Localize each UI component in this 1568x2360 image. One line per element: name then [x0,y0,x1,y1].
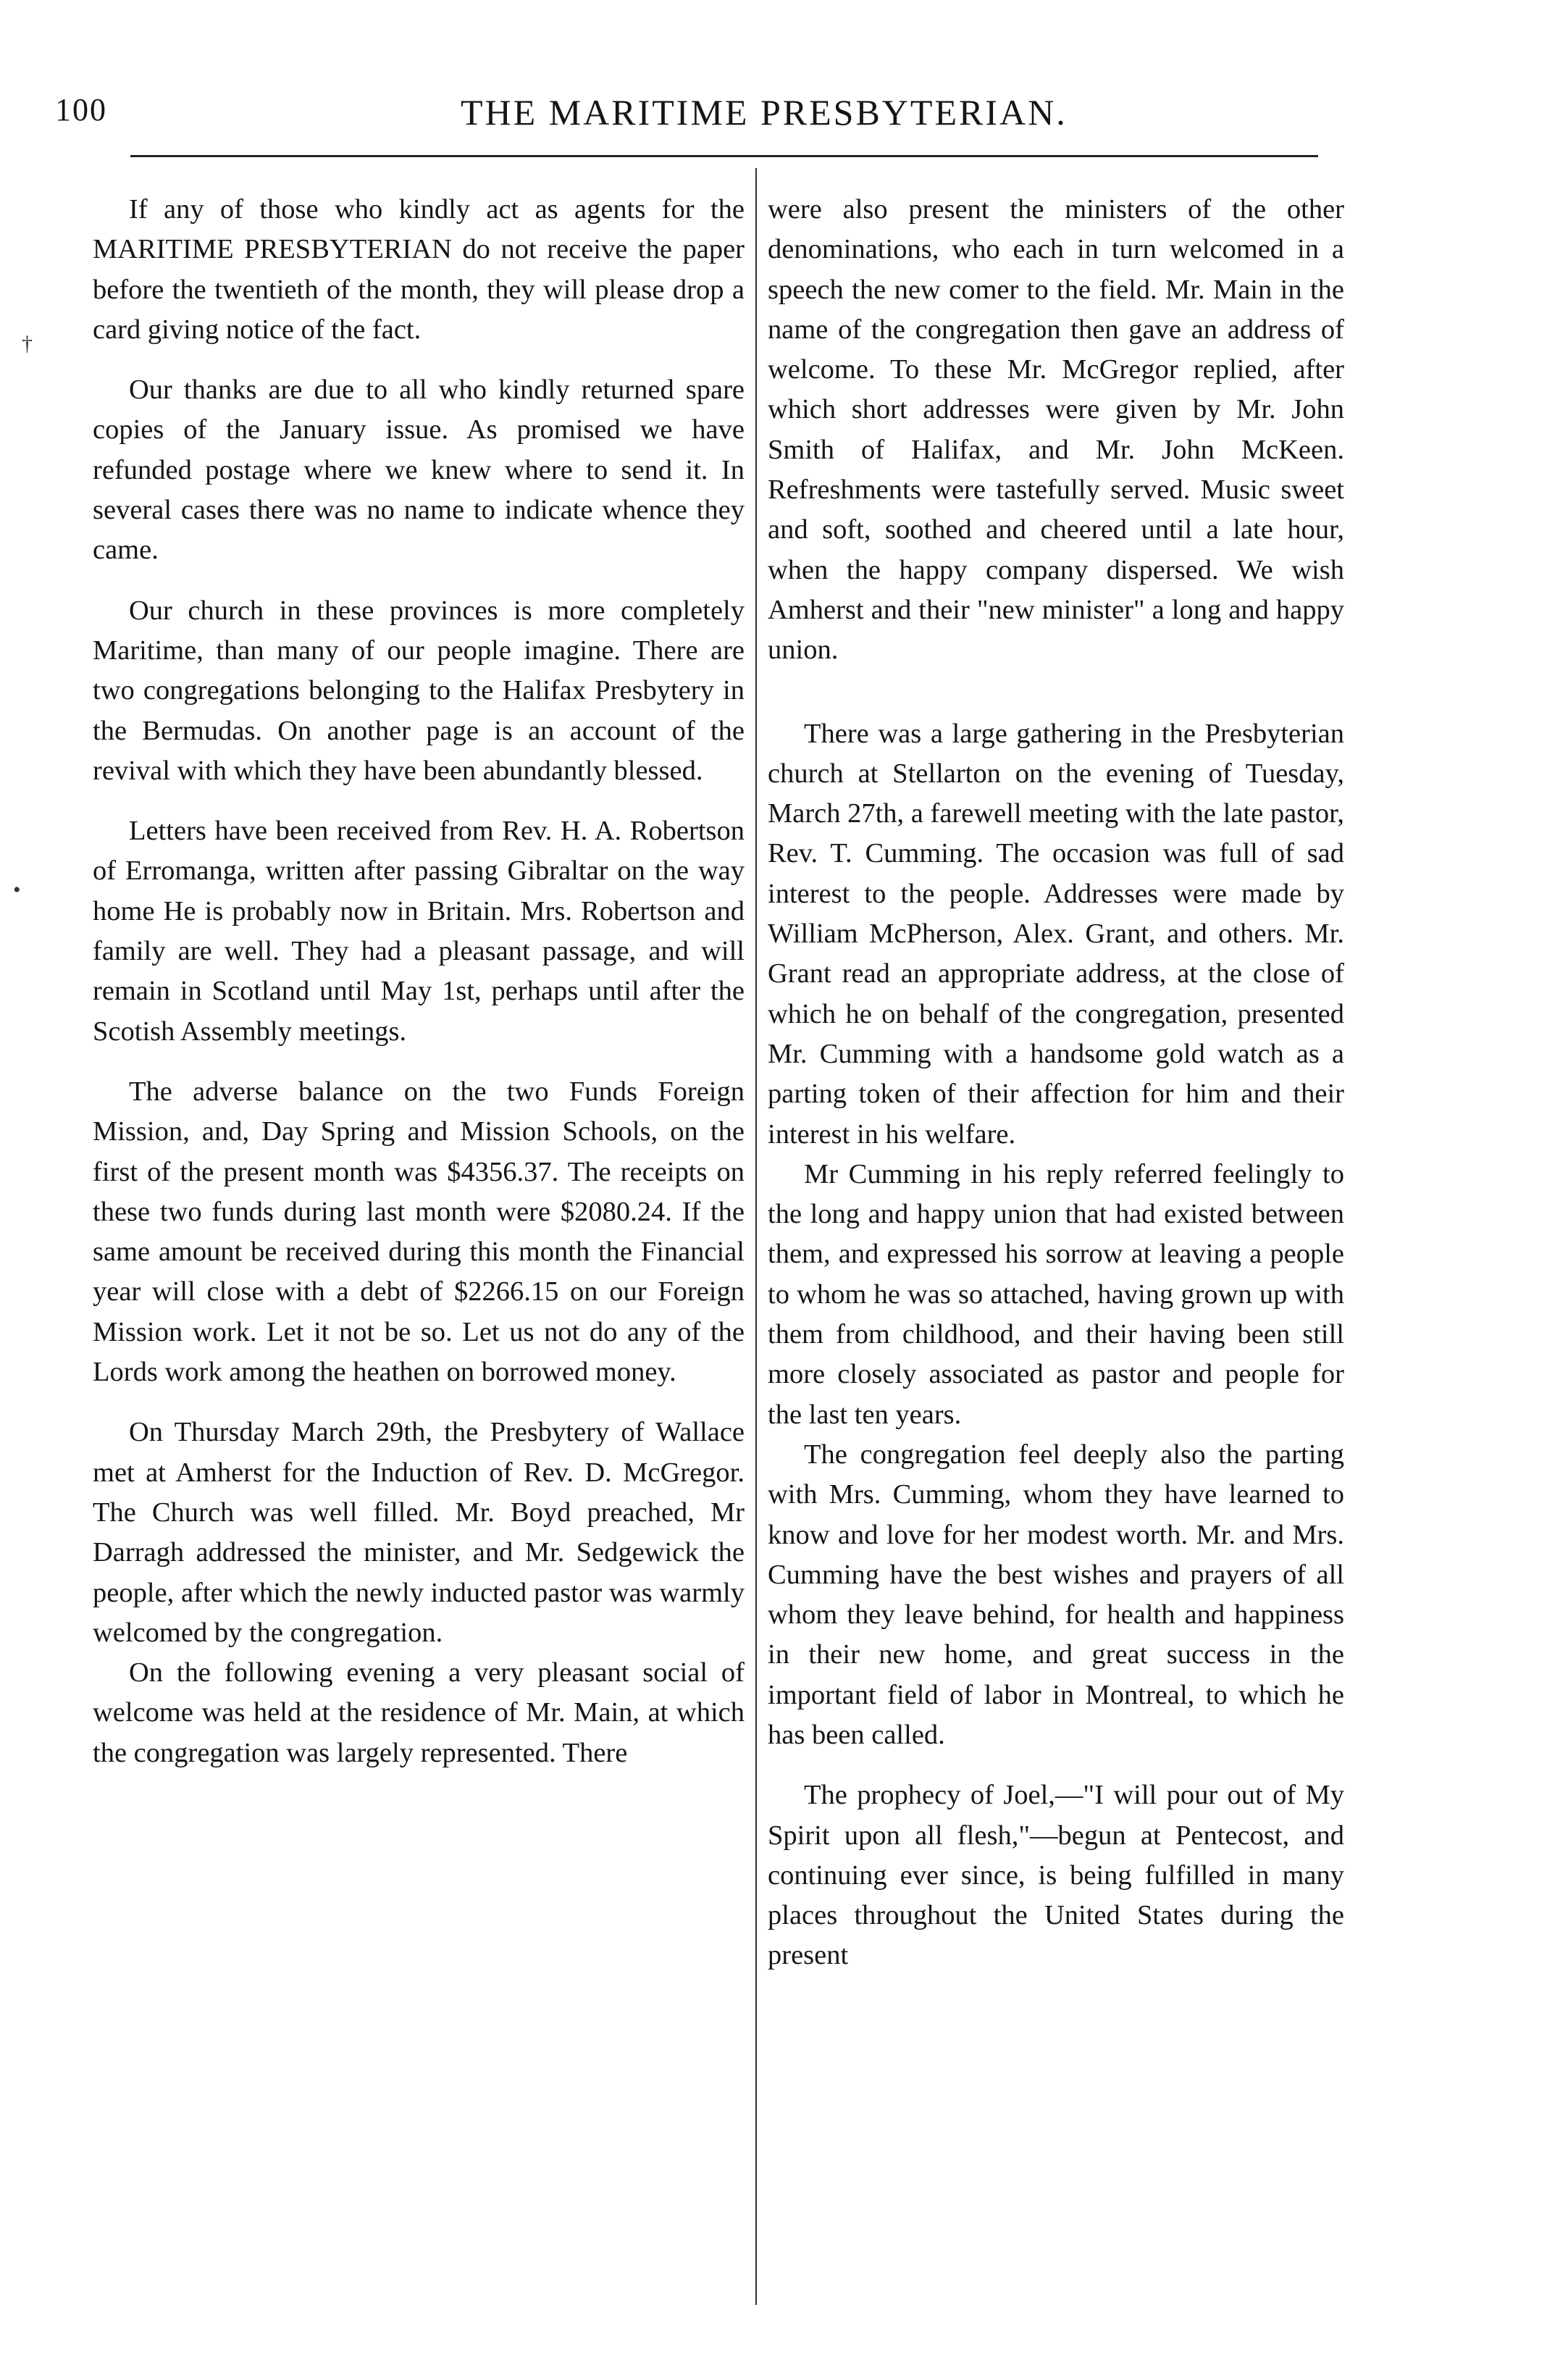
paragraph-thanks: Our thanks are due to all who kindly returned spare copies of the January issue. As promised we have refunded postage where we knew where to send it. In several cases there was no name to indicate whence they came. [93,374,745,566]
margin-mark: † [22,332,33,356]
paragraph-mrs-cumming: The congregation feel deeply also the parting with Mrs. Cumming, whom they have learned to know and love for her modest worth. Mr. and Mrs. Cumming have the best wishes and prayers of all whom they leave behind, for health and happiness in their new home, and great success in the important field of labor in Montreal, to which he has been called. [768,1439,1344,1750]
paragraph-agents-notice: If any of those who kindly act as agents for the MARITIME PRESBYTERIAN do not receive the paper before the twentieth of the month, they will please drop a card giving notice of the fact. [93,194,745,345]
running-title: THE MARITIME PRESBYTERIAN. [461,92,1068,133]
paragraph-cumming-reply: Mr Cumming in his reply referred feelingly to the long and happy union that had existed between them, and expressed his sorrow at leaving a people to whom he was so attached, having grown up with them from childhood, and their having been still more closely associated as pastor and people for the last ten years. [768,1158,1344,1430]
paragraph-welcome-continued: were also present the ministers of the other denominations, who each in turn welcomed in a speech the new comer to the field. Mr. Main in the name of the congregation then gave an address of welcome. To these Mr. McGregor replied, after which short addresses were given by Mr. John Smith of Halifax, and Mr. John McKeen. Refreshments were tastefully served. Music sweet and soft, soothed and cheered until a late hour, when the happy company dispersed. We wish Amherst and their "new minister" a long and happy union. [768,194,1344,666]
paragraph-stellarton-farewell: There was a large gathering in the Presbyterian church at Stellarton on the evening of Tuesday, March 27th, a farewell meeting with the late pastor, Rev. T. Cumming. The occasion was full of sad interest to the people. Addresses were made by William McPherson, Alex. Grant, and others. Mr. Grant read an appropriate address, at the close of which he on behalf of the congregation, presented Mr. Cumming with a handsome gold watch as a parting token of their affection for him and their interest in his welfare. [768,718,1344,1150]
header-rule [130,155,1318,157]
left-column [93,190,745,1773]
paragraph-social-welcome: On the following evening a very pleasant social of welcome was held at the residence of Mr. Main, at which the congregation was largely represented. There [93,1657,745,1768]
page-number: 100 [55,92,107,127]
right-column [768,190,1344,1976]
paragraph-maritime-church: Our church in these provinces is more completely Maritime, than many of our people imagine. There are two congregations belonging to the Halifax Presbytery in the Bermudas. On another page is an account of the revival with which they have been abundantly blessed. [93,595,745,786]
paragraph-robertson-letters: Letters have been received from Rev. H. A. Robertson of Erromanga, written after passing Gibraltar on the way home He is probably now in Britain. Mrs. Robertson and family are well. They had a pleasant passage, and will remain in Scotland until May 1st, perhaps until after the Scotish Assembly meetings. [93,816,745,1047]
paragraph-prophecy-joel: The prophecy of Joel,—"I will pour out of My Spirit upon all flesh,"—begun at Pentecost, and continuing ever since, is being fulfilled in many places throughout the United States during the present [768,1780,1344,1971]
paragraph-adverse-balance: The adverse balance on the two Funds Foreign Mission, and, Day Spring and Mission Schools, on the first of the present month was $4356.37. The receipts on these two funds during last month were $2080.24. If the same amount be received during this month the Financial year will close with a debt of $2266.15 on our Foreign Mission work. Let it not be so. Let us not do any of the Lords work among the heathen on borrowed money. [93,1076,745,1388]
margin-dot: • [13,878,21,902]
page-header [55,91,1315,156]
paragraph-induction: On Thursday March 29th, the Presbytery of Wallace met at Amherst for the Induction of Rev. D. McGregor. The Church was well filled. Mr. Boyd preached, Mr Darragh addressed the minister, and Mr. Sedgewick the people, after which the newly inducted pastor was warmly welcomed by the congregation. [93,1417,745,1648]
column-divider [755,168,757,2305]
